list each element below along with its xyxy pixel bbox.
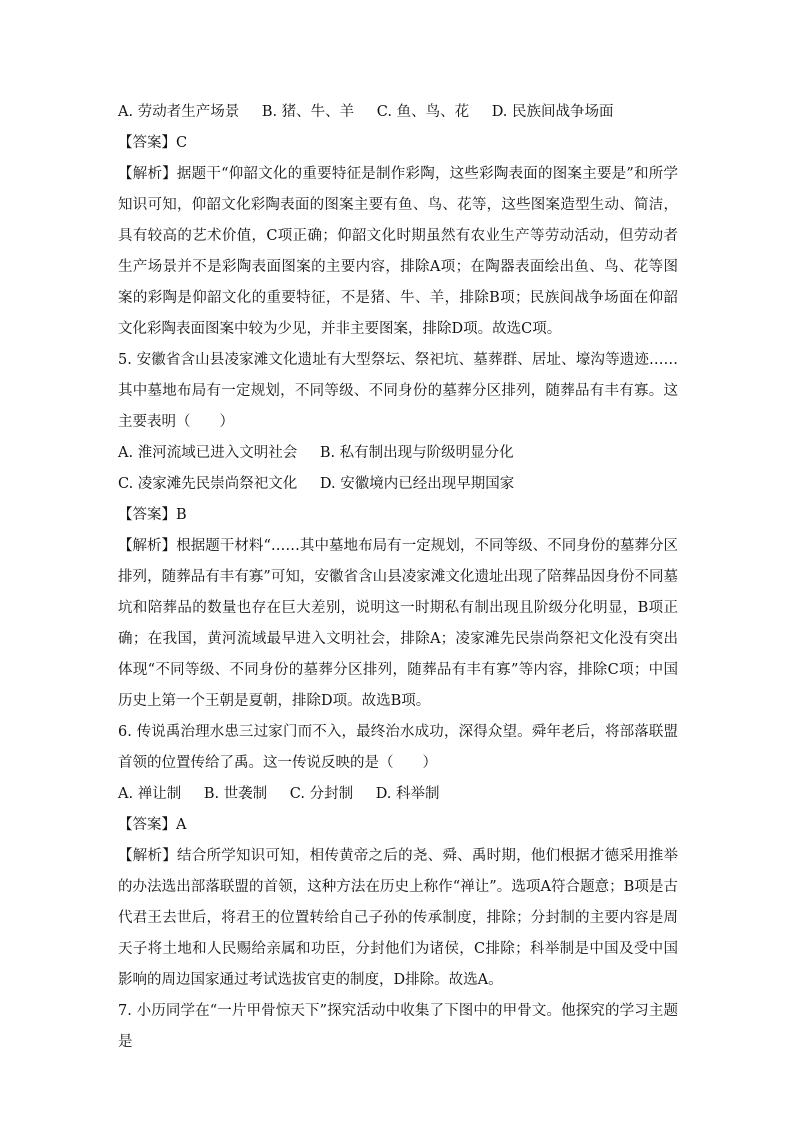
answer-tag: 【答案】: [118, 135, 176, 151]
q4-option-c: C. 鱼、鸟、花: [376, 104, 470, 120]
q5-option-c: C. 凌家滩先民崇尚祭祀文化: [118, 476, 298, 492]
analysis-text: 结合所学知识可知，相传黄帝之后的尧、舜、禹时期，他们根据才德采用推举的办法选出部落联盟的首领，这种方法在历史上称作“禅让”。选项A符合题意；B项是古代君王去世后，将君王的位置转给自己子孙的传承制度，排除；分封制的主要内容是周天子将土地和人民赐给亲属和功臣，分封他们为诸侯，C排除；科举制是中国及受中国影响的周边国家通过考试选拔官吏的制度，D排除。故选A。: [118, 848, 679, 988]
q5-option-b: B. 私有制出现与阶级明显分化: [319, 445, 514, 461]
q6-option-b: B. 世袭制: [203, 786, 268, 802]
q5-stem: 5. 安徽省含山县凌家滩文化遗址有大型祭坛、祭祀坑、墓葬群、居址、壕沟等遗迹……其中墓地布局有一定规划，不同等级、不同身份的墓葬分区排列，随葬品有丰有寡。这主要表明（ ）: [118, 352, 678, 430]
analysis-text: 据题干“仰韶文化的重要特征是制作彩陶，这些彩陶表面的图案主要是”和所学知识可知，仰韶文化彩陶表面的图案主要有鱼、鸟、花等，这些图案造型生动、简洁，具有较高的艺术价值，C项正确；仰韶文化时期虽然有农业生产等劳动活动，但劳动者生产场景并不是彩陶表面图案的主要内容，排除A项；在陶器表面绘出鱼、鸟、花等图案的彩陶是仰韶文化的重要特征，不是猪、牛、羊，排除B项；民族间战争场面在仰韶文化彩陶表面图案中较为少见，并非主要图案，排除D项。故选C项。: [118, 166, 679, 337]
q4-answer: [118, 128, 678, 159]
q5-options-row2: [118, 469, 678, 500]
q5-options-row1: [118, 438, 678, 469]
analysis-tag: 【解析】: [118, 166, 177, 182]
q4-options: [118, 97, 678, 128]
answer-tag: 【答案】: [118, 507, 176, 523]
q6-analysis: [118, 841, 678, 996]
q4-option-a: A. 劳动者生产场景: [118, 104, 240, 120]
analysis-tag: 【解析】: [118, 848, 177, 864]
q5-option-d: D. 安徽境内已经出现早期国家: [319, 476, 515, 492]
q4-option-d: D. 民族间战争场面: [491, 104, 614, 120]
q6-option-a: A. 禅让制: [118, 786, 182, 802]
q4-option-b: B. 猪、牛、羊: [261, 104, 355, 120]
answer-value: B: [176, 507, 187, 523]
analysis-tag: 【解析】: [118, 538, 177, 554]
q4-analysis: [118, 159, 678, 345]
q7-stem: 7. 小历同学在“一片甲骨惊天下”探究活动中收集了下图中的甲骨文。他探究的学习主题是: [118, 1003, 678, 1050]
q6-option-d: D. 科举制: [375, 786, 440, 802]
answer-tag: 【答案】: [118, 817, 176, 833]
q6-option-c: C. 分封制: [289, 786, 354, 802]
answer-value: A: [176, 817, 187, 833]
analysis-text: 根据题干材料“……其中墓地布局有一定规划，不同等级、不同身份的墓葬分区排列，随葬品有丰有寡”可知，安徽省含山县凌家滩文化遗址出现了陪葬品因身份不同墓坑和陪葬品的数量也存在巨大差别，说明这一时期私有制出现且阶级分化明显，B项正确；在我国，黄河流域最早进入文明社会，排除A；凌家滩先民崇尚祭祀文化没有突出体现“不同等级、不同身份的墓葬分区排列，随葬品有丰有寡”等内容，排除C项；中国历史上第一个王朝是夏朝，排除D项。故选B项。: [118, 538, 679, 709]
q6-answer: [118, 810, 678, 841]
answer-value: C: [176, 135, 188, 151]
q5-analysis: [118, 531, 678, 717]
q5-answer: [118, 500, 678, 531]
question-content: [118, 97, 678, 1058]
q6-stem: 6. 传说禹治理水患三过家门而不入，最终治水成功，深得众望。舜年老后，将部落联盟首领的位置传给了禹。这一传说反映的是（ ）: [118, 724, 678, 771]
q6-options: [118, 779, 678, 810]
q5-option-a: A. 淮河流域已进入文明社会: [118, 445, 298, 461]
